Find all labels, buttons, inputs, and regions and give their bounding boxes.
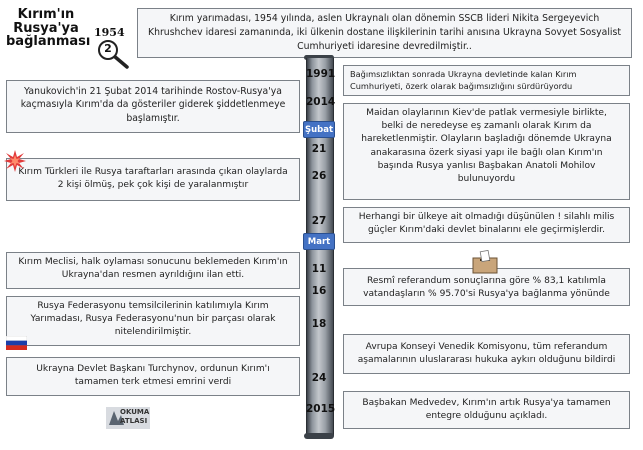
event-1954-text: Kırım yarımadası, 1954 yılında, aslen Ukraynalı olan dönemin SSCB lideri Nikita Sergeyevich Khrushchev idaresi zamanında, iki ülkenin dostane ilişkilerinin tarihi anısına Ukrayna Sovyet Sosyalist Cumhuriyeti idaresine devredilmiştir.. (147, 13, 621, 52)
event-26-subat-text: Kırım Türkleri ile Rusya taraftarları arasında çıkan olaylarda 2 kişi ölmüş, pek çok kişi de yaralanmıştır (18, 167, 288, 191)
title-year: 1954 (94, 26, 125, 39)
title-line-1: Kırım'ın (17, 7, 75, 22)
event-26-subat-card (6, 158, 300, 201)
event-18-mart-left-card (6, 296, 300, 346)
day-27: 27 (311, 215, 327, 227)
month-mart-badge: Mart (303, 233, 335, 250)
title-line-3: bağlanması (6, 34, 91, 50)
page-title (6, 7, 91, 50)
year-2014: 2014 (306, 96, 336, 108)
event-24-mart-card (6, 357, 300, 396)
event-11-mart-text: Kırım Meclisi, halk oylaması sonucunu beklemeden Kırım'ın Ukrayna'dan resmen ayrıldığını ilan etti. (18, 257, 288, 281)
event-27-subat-card (343, 207, 630, 243)
day-26: 26 (311, 170, 327, 182)
event-2015-card (343, 391, 630, 429)
year-1991: 1991 (306, 68, 336, 80)
event-2015-text: Başbakan Medvedev, Kırım'ın artık Rusya'ya tamamen entegre olduğunu açıkladı. (362, 398, 611, 422)
event-1954-card (137, 8, 632, 58)
event-24-mart-text: Ukrayna Devlet Başkanı Turchynov, ordunun Kırım'ı tamamen terk etmesi emrini verdi (36, 364, 270, 388)
russian-flag-icon (6, 336, 27, 350)
year-2015: 2015 (306, 403, 336, 415)
title-line-2: Rusya'ya (13, 20, 79, 36)
logo-text-line-2: ATLASI (120, 417, 148, 425)
event-2014-text: Yanukovich'in 21 Şubat 2014 tarihinde Rostov-Rusya'ya kaçmasıyla Kırım'da da gösteriler giderek şiddetlenmeye başlamıştır. (20, 86, 286, 124)
day-11: 11 (311, 263, 327, 275)
magnifier-badge-number: 2 (104, 42, 112, 55)
month-subat-badge: Şubat (303, 121, 335, 138)
event-27-subat-text: Herhangi bir ülkeye ait olmadığı düşünülen ! silahlı milis güçler Kırım'daki devlet binalarını ele geçirmişlerdir. (358, 212, 615, 236)
event-18-mart-left-text: Rusya Federasyonu temsilcilerinin katılımıyla Kırım Yarımadası, Rusya Federasyonu'nun bir parçası olarak nitelendirilmiştir. (30, 301, 276, 338)
event-1991-card (343, 65, 630, 96)
explosion-icon (4, 150, 26, 172)
day-24: 24 (311, 372, 327, 384)
event-2014-card (6, 80, 300, 133)
day-18: 18 (311, 318, 327, 330)
event-18-mart-right-card (343, 334, 630, 374)
event-1991-text: Bağımsızlıktan sonrada Ukrayna devletinde kalan Kırım Cumhuriyeti, özerk olarak bağımsızlığını sürdürüyordu (350, 69, 577, 91)
event-21-subat-card (343, 103, 630, 200)
logo-text-line-1: OKUMA (120, 408, 150, 416)
event-11-mart-card (6, 252, 300, 289)
event-16-mart-text: Resmî referandum sonuçlarına göre % 83,1 katılımla vatandaşların % 95.70'si Rusya'ya bağlanma yönünde (363, 276, 610, 300)
okuma-atlasi-logo-text (120, 408, 149, 426)
day-21: 21 (311, 143, 327, 155)
timeline-pole-cap-bottom (304, 433, 334, 439)
event-18-mart-right-text: Avrupa Konseyi Venedik Komisyonu, tüm referandum aşamalarının uluslararası hukuka aykırı olduğunu bildirdi (357, 342, 616, 366)
ballot-box-icon (470, 250, 500, 274)
event-21-subat-text: Maidan olaylarının Kiev'de patlak vermesiyle birlikte, belki de neredeyse eş zamanlı olarak Kırım da hareketlenmiştir. Olayların başladığı dönemde Ukrayna anakarasına özerk siyasi yapı ile bağlı olan Kırım'ın başında Rusya yanlısı Başbakan Anatoli Mohilov bulunuyordu (361, 108, 612, 184)
day-16: 16 (311, 285, 327, 297)
